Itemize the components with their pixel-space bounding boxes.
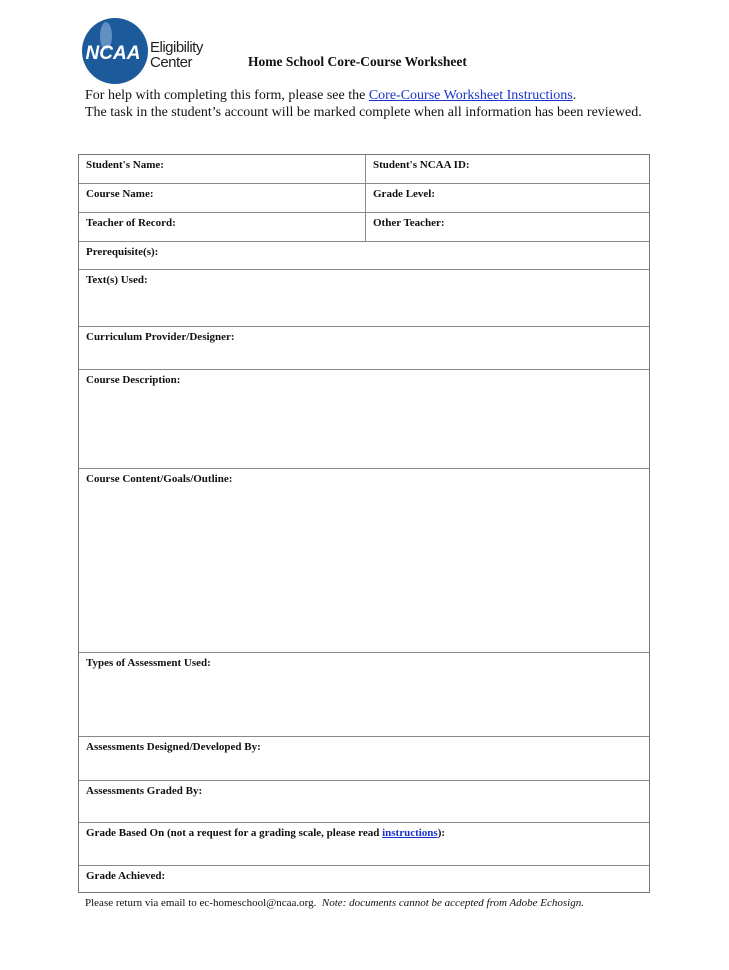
texts-used-field[interactable]: Text(s) Used: xyxy=(86,274,148,286)
row-course xyxy=(79,184,649,213)
svg-text:NCAA: NCAA xyxy=(85,43,141,64)
student-name-field[interactable]: Student's Name: xyxy=(79,155,366,183)
curriculum-field[interactable]: Curriculum Provider/Designer: xyxy=(86,331,235,343)
course-description-field[interactable]: Course Description: xyxy=(86,374,181,386)
assessment-types-field[interactable]: Types of Assessment Used: xyxy=(86,657,211,669)
footer-note: Please return via email to ec-homeschool@ncaa.org. Note: documents cannot be accepted from Adobe Echosign. xyxy=(85,897,584,909)
row-student xyxy=(79,155,649,184)
page-title: Home School Core-Course Worksheet xyxy=(248,54,467,69)
teacher-field[interactable]: Teacher of Record: xyxy=(79,213,366,241)
worksheet-table xyxy=(78,154,650,893)
prerequisite-field[interactable]: Prerequisite(s): xyxy=(86,246,159,258)
course-content-field[interactable]: Course Content/Goals/Outline: xyxy=(86,473,233,485)
course-name-field[interactable]: Course Name: xyxy=(79,184,366,212)
instructions-link[interactable]: Core-Course Worksheet Instructions xyxy=(368,88,573,103)
row-teacher xyxy=(79,213,649,242)
grade-level-field[interactable]: Grade Level: xyxy=(373,188,436,200)
grading-instructions-link[interactable]: instructions xyxy=(382,827,438,839)
ncaa-id-field[interactable]: Student's NCAA ID: xyxy=(373,159,470,171)
intro-text: For help with completing this form, please see the Core-Course Worksheet Instructions. The task in the student’s account will be marked complete when all information has been reviewed. xyxy=(85,88,642,120)
grade-achieved-field[interactable]: Grade Achieved: xyxy=(86,870,166,882)
grade-based-on-field[interactable]: Grade Based On (not a request for a grading scale, please read instructions): xyxy=(86,827,446,839)
other-teacher-field[interactable]: Other Teacher: xyxy=(373,217,445,229)
logo-text: Eligibility Center xyxy=(150,39,203,71)
ncaa-logo xyxy=(80,16,150,86)
assessments-designed-field[interactable]: Assessments Designed/Developed By: xyxy=(86,741,261,753)
assessments-graded-field[interactable]: Assessments Graded By: xyxy=(86,785,203,797)
